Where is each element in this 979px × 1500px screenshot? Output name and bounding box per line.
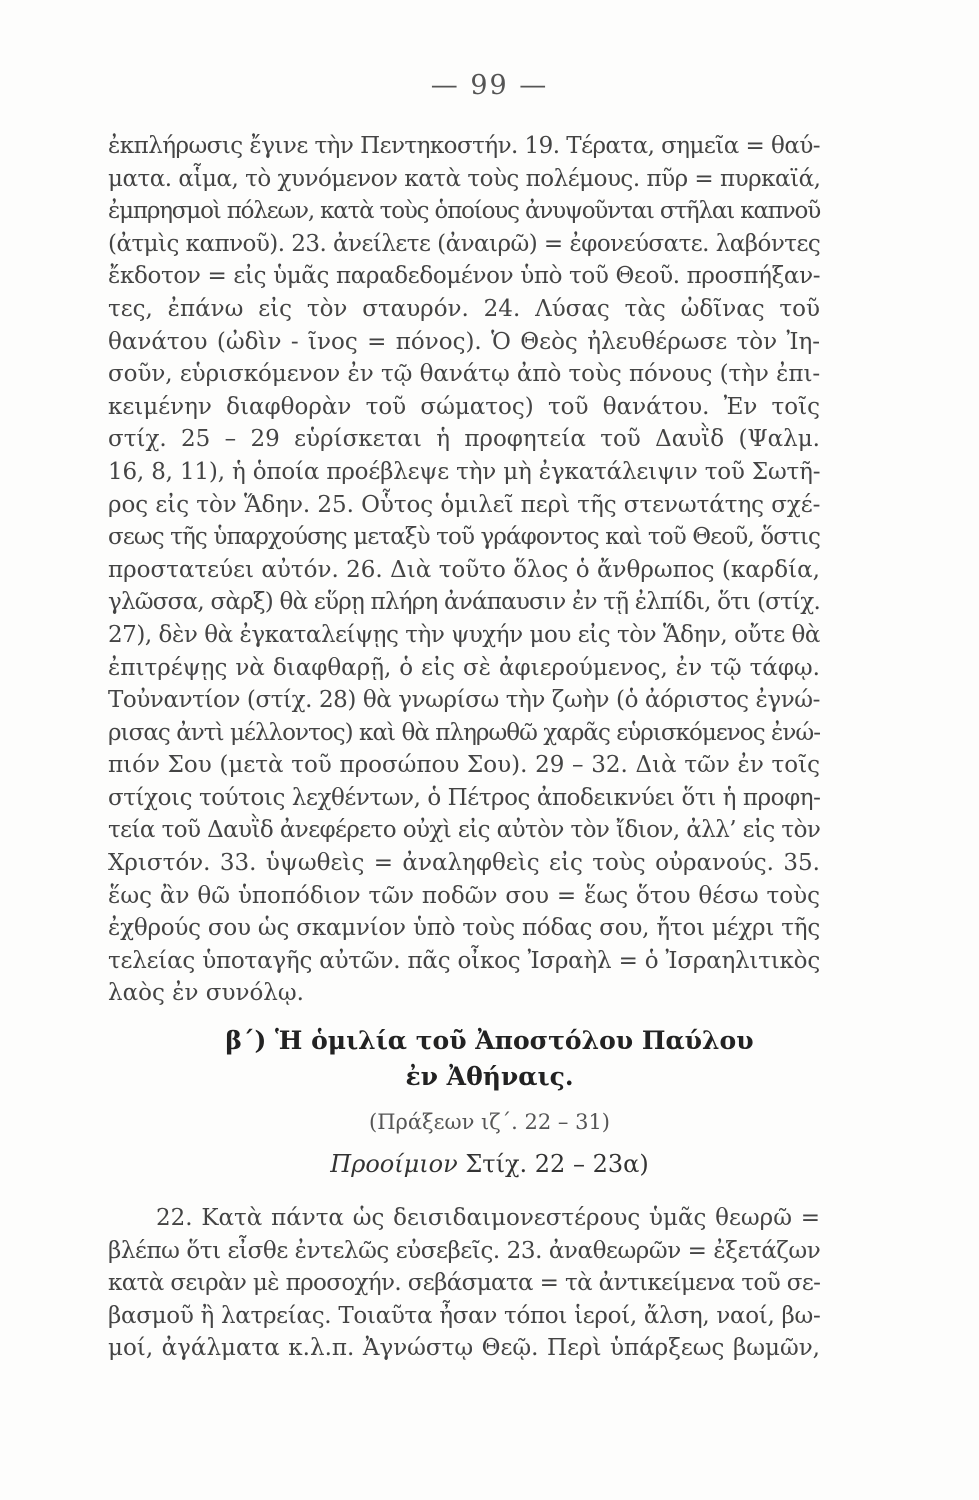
- subtitle-italic: Προοίμιον: [330, 1150, 458, 1178]
- text-line: 22. Κατὰ πάντα ὡς δεισιδαιμονεστέρους ὑμᾶς θεωρῶ =: [156, 1205, 820, 1231]
- section-title-continuation: ἐν Ἀθήναις.: [405, 1062, 574, 1091]
- text-line: προστατεύει αὐτόν. 26. Διὰ τοῦτο ὅλος ὁ ἄνθρωπος (καρδία,: [108, 556, 820, 583]
- text-line: ἐχθρούς σου ὡς σκαμνίον ὑπὸ τοὺς πόδας σου, ἤτοι μέχρι τῆς: [108, 915, 820, 942]
- text-line: τεία τοῦ Δαυῒδ ἀνεφέρετο οὐχὶ εἰς αὐτὸν τὸν ἴδιον, ἀλλ’ εἰς τὸν: [108, 817, 821, 844]
- commentary-paragraph: [108, 130, 820, 1010]
- text-line: γλῶσσα, σὰρξ) θὰ εὕρῃ πλήρη ἀνάπαυσιν ἐν τῇ ἐλπίδι, ὅτι (στίχ.: [108, 589, 820, 616]
- text-line: κειμένην διαφθορὰν τοῦ σώματος) τοῦ θανάτου. Ἐν τοῖς: [108, 393, 820, 420]
- text-line: 16, 8, 11), ἡ ὁποία προέβλεψε τὴν μὴ ἐγκατάλειψιν τοῦ Σωτῆ-: [108, 458, 821, 485]
- text-line: ρισας ἀντὶ μέλλοντος) καὶ θὰ πληρωθῶ χαρᾶς εὑρισκόμενος ἐνώ-: [108, 719, 820, 746]
- text-line: 27), δὲν θὰ ἐγκαταλείψῃς τὴν ψυχήν μου εἰς τὸν Ἅδην, οὔτε θὰ: [108, 621, 820, 648]
- text-line: (ἀτμὶς καπνοῦ). 23. ἀνείλετε (ἀναιρῶ) = ἐφονεύσατε. λαβόντες: [108, 230, 821, 257]
- section-title: β΄) Ἡ ὁμιλία τοῦ Ἀποστόλου Παύλου: [225, 1026, 754, 1055]
- text-line: τελείας ὑποταγῆς αὐτῶν. πᾶς οἶκος Ἰσραὴλ = ὁ Ἰσραηλιτικὸς: [108, 947, 820, 974]
- text-line: στίχ. 25 – 29 εὑρίσκεται ἡ προφητεία τοῦ Δαυῒδ (Ψαλμ.: [108, 426, 820, 453]
- text-line: σοῦν, εὑρισκόμενον ἐν τῷ θανάτῳ ἀπὸ τοὺς πόνους (τὴν ἐπι-: [108, 361, 821, 388]
- text-line: λαὸς ἐν συνόλῳ.: [108, 980, 304, 1007]
- text-line: ἕως ἂν θῶ ὑποπόδιον τῶν ποδῶν σου = ἕως ὅτου θέσω τοὺς: [108, 882, 820, 909]
- text-line: τες, ἐπάνω εἰς τὸν σταυρόν. 24. Λύσας τὰς ὠδῖνας τοῦ: [108, 295, 820, 322]
- section-subtitle: [0, 1150, 979, 1178]
- text-line: Χριστόν. 33. ὑψωθεὶς = ἀναληφθεὶς εἰς τοὺς οὐρανούς. 35.: [108, 850, 820, 877]
- text-line: μοί, ἀγάλματα κ.λ.π. Ἀγνώστῳ Θεῷ. Περὶ ὑπάρξεως βωμῶν,: [108, 1335, 820, 1362]
- text-line: σεως τῆς ὑπαρχούσης μεταξὺ τοῦ γράφοντος καὶ τοῦ Θεοῦ, ὅστις: [108, 524, 820, 551]
- text-line: ἐπιτρέψῃς νὰ διαφθαρῇ, ὁ εἰς σὲ ἀφιερούμενος, ἐν τῷ τάφῳ.: [108, 654, 820, 681]
- text-line: ματα. αἷμα, τὸ χυνόμενον κατὰ τοὺς πολέμους. πῦρ = πυρκαϊά,: [108, 165, 821, 192]
- section-reference: (Πράξεων ιζ΄. 22 – 31): [369, 1110, 610, 1134]
- text-line: Τοὐναντίον (στίχ. 28) θὰ γνωρίσω τὴν ζωὴν (ὁ ἀόριστος ἐγνώ-: [108, 687, 820, 714]
- subtitle-rest: Στίχ. 22 – 23α): [457, 1150, 649, 1178]
- commentary-paragraph-2: [108, 1202, 820, 1365]
- text-line: στίχοις τούτοις λεχθέντων, ὁ Πέτρος ἀποδεικνύει ὅτι ἡ προφη-: [108, 784, 821, 811]
- text-line: βλέπω ὅτι εἶσθε ἐντελῶς εὐσεβεῖς. 23. ἀναθεωρῶν = ἐξετάζων: [108, 1237, 821, 1264]
- text-line: βασμοῦ ἢ λατρείας. Τοιαῦτα ἦσαν τόποι ἱεροί, ἄλση, ναοί, βω-: [108, 1302, 821, 1329]
- text-line: ἐκπλήρωσις ἔγινε τὴν Πεντηκοστήν. 19. Τέρατα, σημεῖα = θαύ-: [108, 133, 820, 159]
- text-line: κατὰ σειρὰν μὲ προσοχήν. σεβάσματα = τὰ ἀντικείμενα τοῦ σε-: [108, 1270, 821, 1297]
- page-number: — 99 —: [430, 70, 549, 101]
- text-line: πιόν Σου (μετὰ τοῦ προσώπου Σου). 29 – 32. Διὰ τῶν ἐν τοῖς: [108, 752, 820, 779]
- text-line: ἐμπρησμοὶ πόλεων, κατὰ τοὺς ὁποίους ἀνυψοῦνται στῆλαι καπνοῦ: [108, 198, 820, 225]
- text-line: θανάτου (ὠδὶν - ῖνος = πόνος). Ὁ Θεὸς ἠλευθέρωσε τὸν Ἰη-: [108, 328, 820, 355]
- text-line: ρος εἰς τὸν Ἅδην. 25. Οὗτος ὁμιλεῖ περὶ τῆς στενωτάτης σχέ-: [108, 491, 821, 518]
- text-line: ἔκδοτον = εἰς ὑμᾶς παραδεδομένον ὑπὸ τοῦ Θεοῦ. προσπήξαν-: [108, 263, 821, 290]
